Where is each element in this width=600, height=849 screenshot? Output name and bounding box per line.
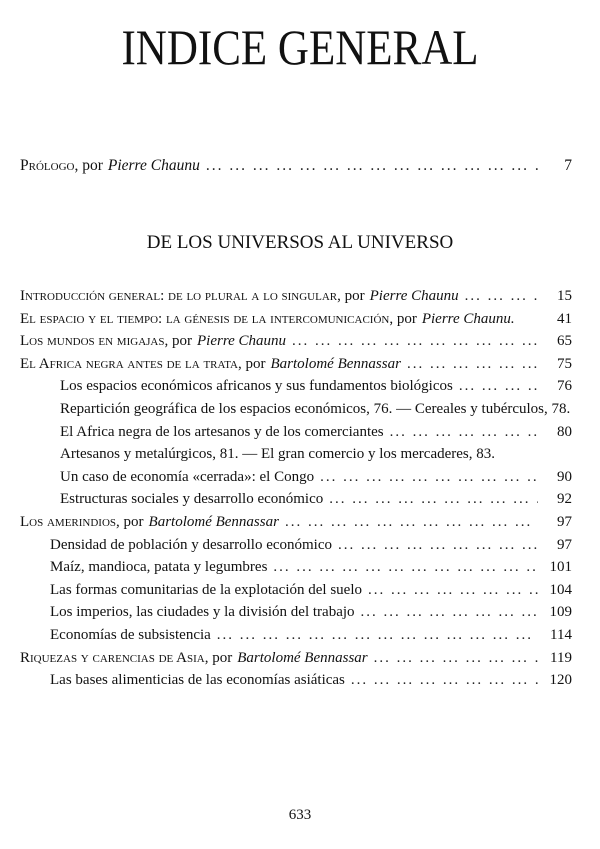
entry-label: El espacio y el tiempo: la génesis de la intercomunicación: [20, 310, 390, 327]
table-of-contents: [20, 285, 572, 692]
entry-page: 109: [549, 604, 572, 621]
dot-leader: [465, 285, 538, 308]
toc-subentry: [20, 556, 572, 579]
entry-page: 97: [557, 513, 572, 530]
toc-entry: [20, 511, 572, 534]
entry-page: 120: [549, 672, 572, 689]
entry-label: El Africa negra de los artesanos y de los comerciantes: [60, 423, 384, 440]
entry-separator: , por: [238, 355, 266, 372]
entry-label: Los imperios, las ciudades y la división del trabajo: [50, 604, 355, 621]
entry-page: 15: [557, 288, 572, 304]
toc-subentry: [20, 375, 572, 398]
entry-page: 92: [557, 491, 572, 508]
entry-separator: , por: [389, 310, 417, 327]
entry-page: 80: [557, 423, 572, 440]
entry-label: Riquezas y carencias de Asia: [20, 649, 205, 666]
dot-leader: [361, 601, 538, 624]
toc-subentry: [20, 579, 572, 602]
entry-page: 41: [557, 310, 572, 327]
toc-entry-prologue: [20, 157, 572, 175]
entry-page: 65: [557, 333, 572, 350]
entry-separator: , por: [204, 649, 233, 666]
toc-subentry: [20, 601, 572, 624]
entry-separator: , por: [74, 157, 103, 174]
entry-label: Los amerindios: [20, 513, 117, 530]
entry-author: Pierre Chaunu.: [421, 310, 515, 327]
entry-label: Introducción general: de lo plural a lo singular: [20, 288, 338, 304]
dot-leader: [374, 647, 538, 670]
section-title: DE LOS UNIVERSOS AL UNIVERSO: [146, 232, 454, 253]
dot-leader: [338, 534, 538, 557]
page-title: INDICE GENERAL: [121, 19, 479, 75]
toc-subentry: [20, 624, 572, 647]
entry-page: 101: [549, 559, 572, 576]
dot-leader: [292, 330, 538, 353]
entry-page: 7: [564, 157, 572, 174]
toc-entry: [20, 647, 572, 670]
dot-leader: [217, 624, 538, 647]
entry-label: Economías de subsistencia: [50, 626, 211, 643]
entry-label: Los espacios económicos africanos y sus fundamentos biológicos: [60, 378, 453, 395]
dot-leader: [273, 556, 538, 579]
toc-subentry: [20, 421, 572, 444]
toc-subentry-detail: Repartición geográfica de los espacios económicos, 76. — Cereales y tubérculos, 78.: [60, 400, 571, 417]
entry-label: El Africa negra antes de la trata: [20, 355, 239, 372]
dot-leader: [407, 353, 538, 376]
toc-subentry-detail: Artesanos y metalúrgicos, 81. — El gran comercio y los mercaderes, 83.: [60, 446, 496, 463]
entry-page: 90: [557, 468, 572, 485]
entry-author: Pierre Chaunu: [107, 157, 200, 174]
entry-page: 76: [557, 378, 572, 395]
toc-entry: [20, 308, 572, 331]
dot-leader: [206, 157, 538, 175]
entry-page: 75: [557, 355, 572, 372]
toc-subentry: [20, 534, 572, 557]
entry-separator: , por: [164, 333, 192, 350]
dot-leader: [459, 375, 538, 398]
entry-separator: , por: [116, 513, 144, 530]
dot-leader: [285, 511, 538, 534]
entry-label: Maíz, mandioca, patata y legumbres: [50, 559, 268, 576]
entry-label: Las bases alimenticias de las economías asiáticas: [50, 672, 345, 689]
entry-page: 97: [557, 536, 572, 553]
entry-author: Pierre Chaunu: [369, 288, 459, 304]
dot-leader: [368, 579, 538, 602]
entry-label: Estructuras sociales y desarrollo económico: [60, 491, 324, 508]
entry-label: Densidad de población y desarrollo económico: [50, 536, 332, 553]
entry-page: 119: [550, 649, 572, 666]
page-number: 633: [288, 807, 312, 823]
dot-leader: [351, 669, 538, 692]
toc-entry: [20, 285, 572, 308]
entry-label: Los mundos en migajas: [20, 333, 165, 350]
entry-label: Un caso de economía «cerrada»: el Congo: [60, 468, 315, 485]
entry-author: Bartolomé Bennassar: [270, 355, 401, 372]
entry-separator: , por: [337, 288, 365, 304]
entry-author: Bartolomé Bennassar: [237, 649, 368, 666]
entry-label: Las formas comunitarias de la explotación del suelo: [50, 581, 362, 598]
entry-label: Prólogo: [20, 157, 75, 174]
toc-entry: [20, 330, 572, 353]
entry-page: 114: [550, 626, 572, 643]
entry-author: Pierre Chaunu: [197, 333, 287, 350]
dot-leader: [320, 466, 538, 489]
dot-leader: [329, 488, 538, 511]
toc-subentry: [20, 488, 572, 511]
dot-leader: [390, 421, 538, 444]
toc-subentry: [20, 466, 572, 489]
toc-entry: [20, 353, 572, 376]
toc-subentry: [20, 669, 572, 692]
entry-page: 104: [549, 581, 572, 598]
entry-author: Bartolomé Bennassar: [148, 513, 279, 530]
